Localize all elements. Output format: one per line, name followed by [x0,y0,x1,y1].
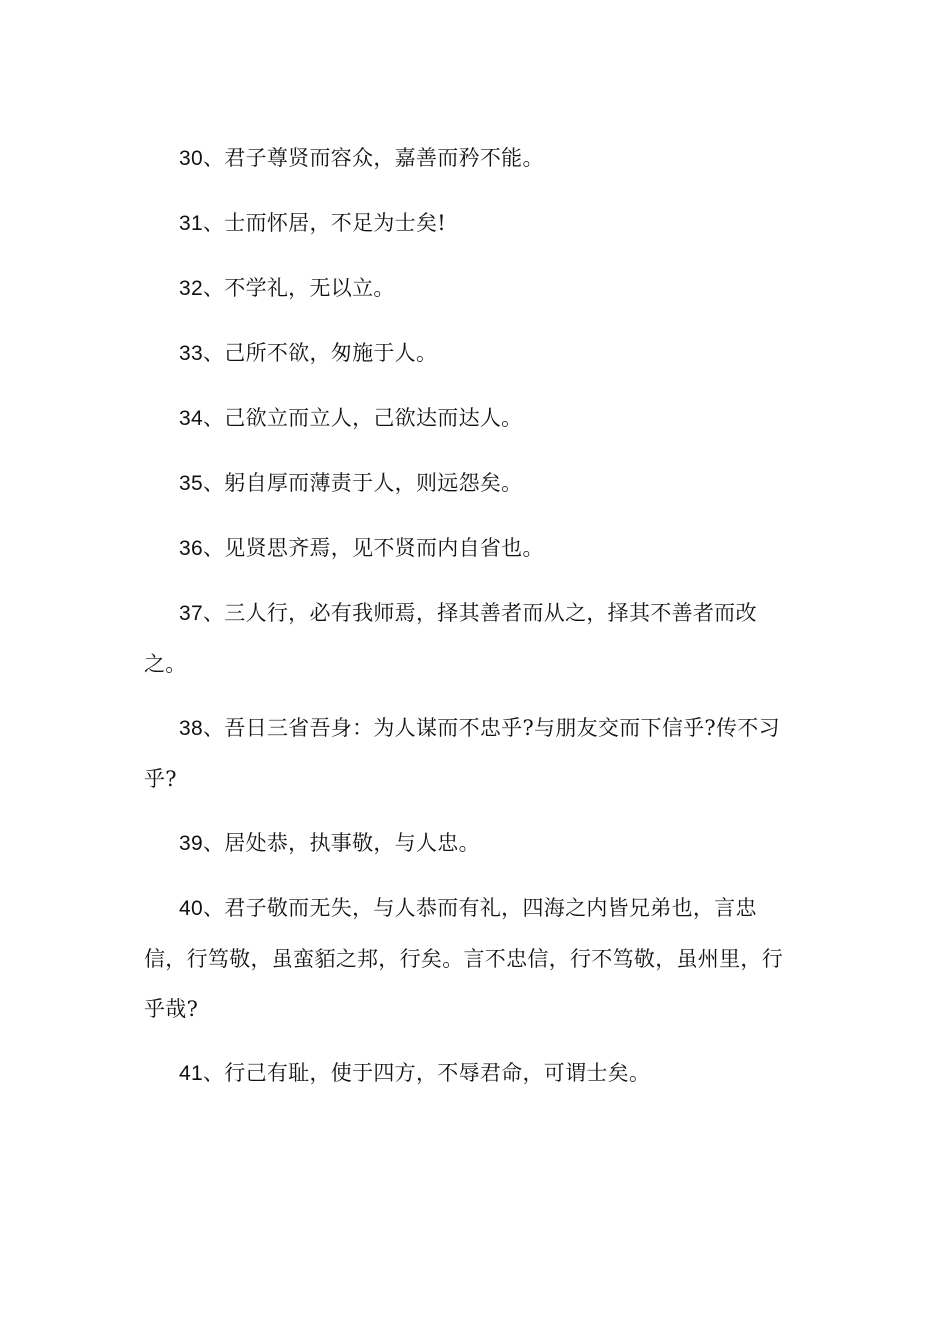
paragraph-number: 33 [179,342,203,365]
paragraph-text: 、君子尊贤而容众，嘉善而矜不能。 [202,146,544,170]
paragraph-number: 37 [179,602,203,625]
paragraph-number: 36 [179,537,203,560]
paragraph-number: 38 [179,717,203,740]
paragraph-text: 、见贤思齐焉，见不贤而内自省也。 [202,536,544,560]
paragraph-33 [144,328,790,379]
paragraph-34 [144,393,790,444]
paragraph-number: 30 [179,147,203,170]
paragraph-37 [144,588,790,689]
paragraph-text: 、士而怀居，不足为士矣! [202,211,447,235]
paragraph-text: 、居处恭，执事敬，与人忠。 [202,831,480,855]
paragraph-number: 39 [179,832,203,855]
paragraph-text: 、君子敬而无失，与人恭而有礼，四海之内皆兄弟也，言忠信，行笃敬，虽蛮貊之邦，行矣。言不忠信，行不笃敬，虽州里，行乎哉? [144,896,783,1021]
paragraph-number: 32 [179,277,203,300]
paragraph-text: 、躬自厚而薄责于人，则远怨矣。 [202,471,523,495]
paragraph-38 [144,703,790,804]
paragraph-number: 41 [179,1062,203,1085]
paragraph-text: 、三人行，必有我师焉，择其善者而从之，择其不善者而改之。 [144,601,757,676]
paragraph-number: 40 [179,897,203,920]
paragraph-number: 35 [179,472,203,495]
paragraph-30 [144,133,790,184]
paragraph-39 [144,818,790,869]
paragraph-32 [144,263,790,314]
document-body [144,133,790,1113]
paragraph-number: 31 [179,212,203,235]
paragraph-text: 、己所不欲，匆施于人。 [202,341,438,365]
paragraph-text: 、己欲立而立人，己欲达而达人。 [202,406,523,430]
paragraph-31 [144,198,790,249]
paragraph-40 [144,883,790,1034]
paragraph-text: 、不学礼，无以立。 [202,276,395,300]
paragraph-number: 34 [179,407,203,430]
paragraph-41 [144,1048,790,1099]
paragraph-35 [144,458,790,509]
paragraph-text: 、吾日三省吾身：为人谋而不忠乎?与朋友交而下信乎?传不习乎? [144,716,780,791]
paragraph-36 [144,523,790,574]
paragraph-text: 、行己有耻，使于四方，不辱君命，可谓士矣。 [202,1061,651,1085]
